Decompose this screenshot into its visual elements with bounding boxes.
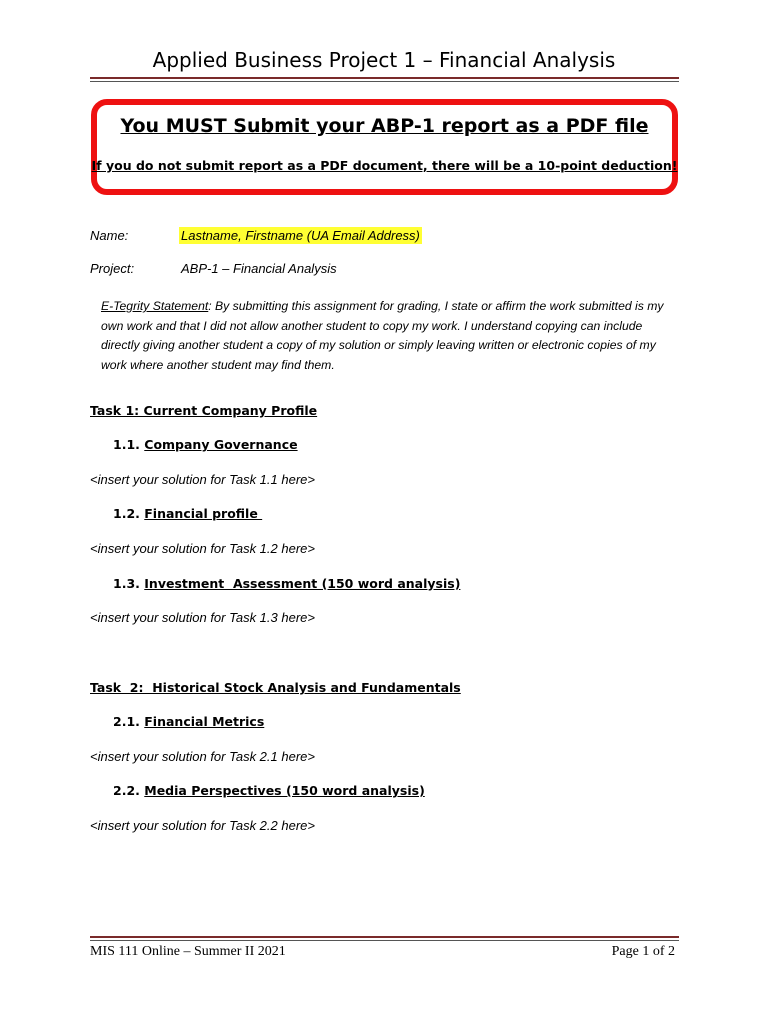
subtask-2-2-heading: 2.2. Media Perspectives (150 word analysis) [113, 783, 425, 798]
subtask-1-2-heading: 1.2. Financial profile [113, 506, 263, 521]
integrity-body: By submitting this assignment for grading, I state or affirm the work submitted is my own work and that I did not allow another student to copy my work. I understand copying can include directly giving another student a copy of my solution or simply leaving written or electronic copies of my work where another student may find them. [101, 299, 664, 372]
integrity-colon: : [208, 299, 212, 313]
pdf-notice-box [91, 99, 678, 195]
subtask-1-1-heading: 1.1. Company Governance [113, 437, 298, 452]
subtask-2-1-placeholder: <insert your solution for Task 2.1 here> [90, 749, 315, 764]
subtask-1-2-placeholder: <insert your solution for Task 1.2 here> [90, 541, 315, 556]
task-1-heading: Task 1: Current Company Profile [90, 403, 318, 418]
subtask-2-1-heading: 2.1. Financial Metrics [113, 714, 265, 729]
integrity-lead: E-Tegrity Statement [101, 299, 209, 313]
header-rule-top [90, 77, 679, 79]
footer-page-number: Page 1 of 2 [611, 944, 675, 959]
subtask-1-1-placeholder: <insert your solution for Task 1.1 here> [90, 472, 315, 487]
subtask-1-3-heading: 1.3. Investment Assessment (150 word analysis) [113, 576, 461, 591]
footer-rule-top [90, 936, 679, 938]
footer-rule-bottom [90, 940, 679, 941]
integrity-statement [101, 297, 671, 375]
pdf-notice-title: You MUST Submit your ABP-1 report as a PDF file [120, 115, 649, 137]
name-value: Lastname, Firstname (UA Email Address) [181, 228, 420, 243]
project-value: ABP-1 – Financial Analysis [181, 261, 337, 276]
task-2-heading: Task 2: Historical Stock Analysis and Fundamentals [90, 680, 461, 695]
pdf-notice-subtitle: If you do not submit report as a PDF document, there will be a 10-point deduction! [91, 158, 678, 173]
subtask-2-2-placeholder: <insert your solution for Task 2.2 here> [90, 818, 315, 833]
footer-course: MIS 111 Online – Summer II 2021 [90, 944, 286, 959]
subtask-1-3-placeholder: <insert your solution for Task 1.3 here> [90, 610, 315, 625]
header-rule-bottom [90, 81, 679, 82]
name-label: Name: [90, 228, 129, 243]
document-header-title: Applied Business Project 1 – Financial Analysis [152, 48, 616, 72]
project-label: Project: [90, 261, 135, 276]
